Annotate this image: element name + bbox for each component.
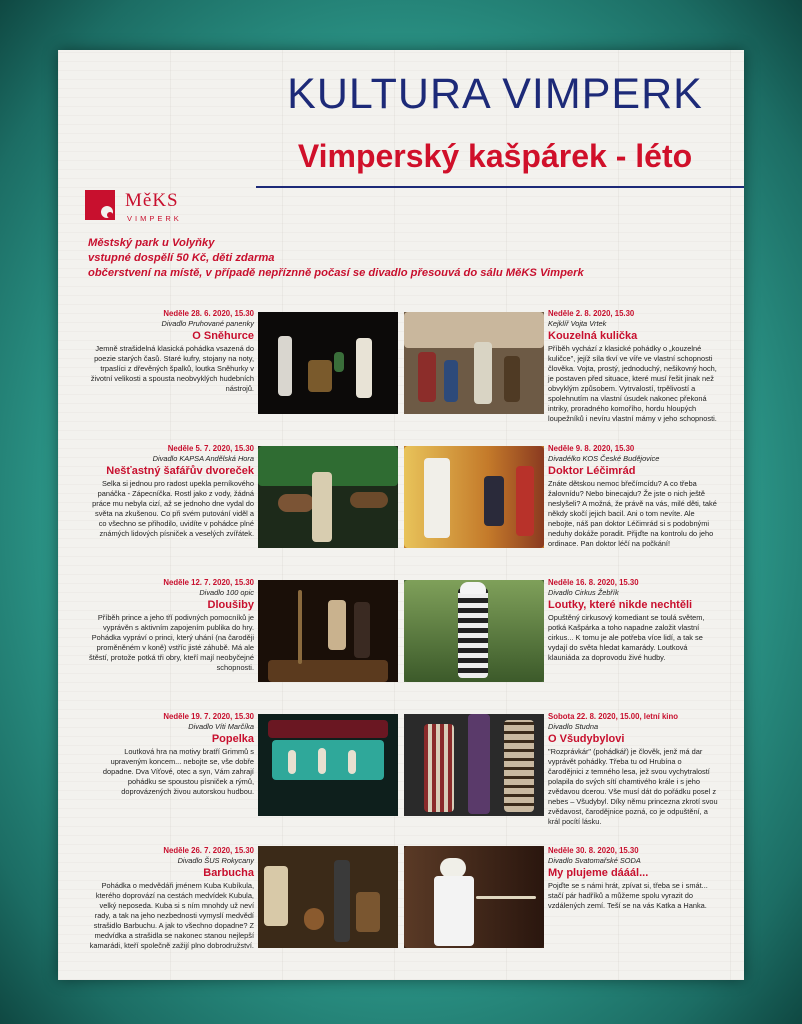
event-group: Divadlo Víti Marčíka — [188, 722, 254, 731]
logo-name: MěKS — [125, 190, 179, 211]
intro-line-venue: Městský park u Volyňky — [88, 237, 215, 249]
poster — [58, 50, 744, 980]
event-title: O Sněhurce — [192, 330, 254, 342]
intro-line-note: občerstvení na místě, v případě nepříznně počasí se divadlo přesouvá do sálu MěKS Vimperk — [88, 267, 584, 279]
event-title: My plujeme dááál... — [548, 867, 649, 879]
event-date: Sobota 22. 8. 2020, 15.00, letní kino — [548, 712, 679, 721]
event-nestastny-safaruv-dvorecek — [86, 444, 254, 539]
event-photo-loutky-ktere-nikde-nechteli — [404, 580, 544, 682]
event-title: Barbucha — [203, 867, 254, 879]
event-date: Neděle 2. 8. 2020, 15.30 — [548, 309, 635, 318]
event-date: Neděle 30. 8. 2020, 15.30 — [548, 846, 639, 855]
event-date: Neděle 5. 7. 2020, 15.30 — [167, 444, 254, 453]
logo-dot-icon — [107, 212, 113, 218]
event-photo-kouzelna-kulicka — [404, 312, 544, 414]
event-description: Pojďte se s námi hrát, zpívat si, třeba se i smát... stačí pár hadříků a můžeme spolu vyrazit do vzdálených zemí. Teší se na vás Katka a Hanka. — [548, 881, 708, 910]
event-title: Kouzelná kulička — [548, 330, 638, 342]
event-group: Divadlo Cirkus Žebřík — [548, 588, 619, 597]
event-group: Divadlo Pruhované panenky — [161, 319, 254, 328]
event-kouzelna-kulicka — [548, 309, 718, 424]
event-title: Loutky, které nikde nechtěli — [548, 599, 693, 611]
event-group: Divadlo ŠUS Rokycany — [177, 856, 254, 865]
event-title: Dloušiby — [207, 599, 254, 611]
event-doktor-lecimrad — [548, 444, 718, 549]
event-group: Divadlo KAPSA Andělská Hora — [152, 454, 254, 463]
event-date: Neděle 9. 8. 2020, 15.30 — [548, 444, 635, 453]
event-title: Nešťastný šafářův dvoreček — [106, 465, 254, 477]
event-o-snehurce — [86, 309, 254, 394]
event-photo-dlousiby — [258, 580, 398, 682]
intro-line-admission: vstupné dospělí 50 Kč, děti zdarma — [88, 252, 275, 264]
event-description: Opuštěný cirkusový komediant se toulá světem, potká Kašpárka a toho napadne založit vlastní cirkus... K tomu je ale potřeba více lidí, a tak se vydají do světa hledat kamarády. Loutková klauniáda za doprovodu živé hudby. — [548, 613, 705, 662]
event-photo-doktor-lecimrad — [404, 446, 544, 548]
event-group: Divadlo Studna — [548, 722, 599, 731]
event-description: Příběh prince a jeho tří podivných pomocníků je vyprávěn s aktivním zapojením publika do hry. Pohádka vypráví o princi, který uhání (na čaroději proměněném v koně) vstříc jisté záhubě. Má ale štěstí, protože potká tři obry, kteří mají neobyčejné schopnosti. — [89, 613, 254, 672]
event-description: Znáte dětskou nemoc břečímcídu? A co třeba žalovnídu? Nebo binecajdu? Že jste o nich ještě neslyšeli? A možná, že právě na vás, milé děti, také někdy skočí jejich bacil. Ani o tom nevíte. Ale nebojte, náš pan doktor Léčimrád si s podobnými neduhy dokáže poradit. Přijďte na kontrolu do jeho ordinace. Pan doktor léčí na počkání! — [548, 479, 717, 548]
event-title: Popelka — [211, 733, 254, 745]
event-description: Selka si jednou pro radost upekla perníkového panáčka - Zápecníčka. Rostl jako z vody, žádná práce mu nebyla cizí, až se jednoho dne vydal do světa na zkušenou. Co při svém putování viděl a co všechno se přihodilo, uvidíte v pohádce plné známých lidových písniček a veselých zvířátek. — [92, 479, 254, 538]
event-loutky-ktere-nikde-nechteli — [548, 578, 718, 663]
event-photo-o-snehurce — [258, 312, 398, 414]
poster-subtitle: Vimperský kašpárek - léto — [297, 138, 693, 174]
logo-sub: VIMPERK — [127, 214, 182, 223]
event-description: Pohádka o medvědáři jménem Kuba Kubíkula, kterého doprovází na cestách medvídek Kubula, velký neposeda. Kuba si s ním mnohdy už neví rady, a tak na jeho nezbednosti vymyslí medvědí strašidlo Barbuchu. A jak to všechno dopadne? Z medvídka a strašidla se nakonec stanou nejlepší kamarádi, kteří společně zažijí plno dobrodružství. — [89, 881, 254, 950]
intro-text — [88, 236, 584, 281]
event-date: Neděle 16. 8. 2020, 15.30 — [548, 578, 639, 587]
event-group: Divadlo 100 opic — [199, 588, 254, 597]
event-dlousiby — [86, 578, 254, 673]
event-group: Divadélko KOS České Budějovice — [548, 454, 660, 463]
event-photo-my-plujeme-daaal — [404, 846, 544, 948]
event-description: "Rozprávkár" (pohádkář) je člověk, jenž má dar vyprávět pohádky. Třeba tu od Hrubína o čarodějnici z temného lesa, jež svou vychytralostí polapila do svých sítí chamtivého krále i s jeho zvědavou dcerou. Vše musí dát do pořádku posel z nebes – Všudybyl. Díky němu princezna zkrotí svou zvědavost, čarodějnice pozná, co je odpuštění, a král pocítí lásku. — [548, 747, 718, 826]
event-title: O Všudybylovi — [548, 733, 625, 745]
event-photo-popelka — [258, 714, 398, 816]
event-photo-o-vsudybylovi — [404, 714, 544, 816]
event-photo-barbucha — [258, 846, 398, 948]
event-description: Příběh vychází z klasické pohádky o „kouzelné kuličce", jejíž síla tkví ve víře ve vlastní schopnosti člověka. Vojta, prostý, jednoduchý, nešikovný hoch, je postaven před situace, které musí řešit jinak než obvyklým způsobem. Vytrvalostí, trpělivostí a spolehnutím na vlastní úsudek nakonec překoná intriky, proradného komořího, hordu hloupých loupežníků i nevíru vlastní mámy v jeho schopnosti. — [548, 344, 717, 423]
event-o-vsudybylovi — [548, 712, 718, 827]
event-my-plujeme-daaal — [548, 846, 718, 911]
event-popelka — [86, 712, 254, 797]
event-group: Divadlo Svatomařské SODA — [548, 856, 641, 865]
event-barbucha — [86, 846, 254, 951]
event-description: Jemně strašidelná klasická pohádka vsazená do poezie starých časů. Staré kufry, stojany na noty, trpaslíci z dřevěných špalků, loutka Sněhurky v životní velikosti a spousta neobvyklých hudebních nástrojů. — [90, 344, 254, 393]
event-title: Doktor Léčimrád — [548, 465, 636, 477]
event-description: Loutková hra na motivy bratří Grimmů s upraveným koncem... nebojte se, vše dobře dopadne. Dva Víťové, otec a syn, Vám zahrají pohádku se spoustou písniček a rýmů, doprovázených živou autorskou hudbou. — [102, 747, 254, 796]
title-underline — [256, 186, 744, 188]
poster-title: KULTURA VIMPERK — [287, 70, 703, 118]
meks-logo — [85, 190, 235, 234]
event-date: Neděle 28. 6. 2020, 15.30 — [163, 309, 254, 318]
event-group: Kejklíř Vojta Vrtek — [548, 319, 607, 328]
event-date: Neděle 19. 7. 2020, 15.30 — [163, 712, 254, 721]
event-date: Neděle 26. 7. 2020, 15.30 — [163, 846, 254, 855]
event-date: Neděle 12. 7. 2020, 15.30 — [163, 578, 254, 587]
event-photo-nestastny-safaruv-dvorecek — [258, 446, 398, 548]
